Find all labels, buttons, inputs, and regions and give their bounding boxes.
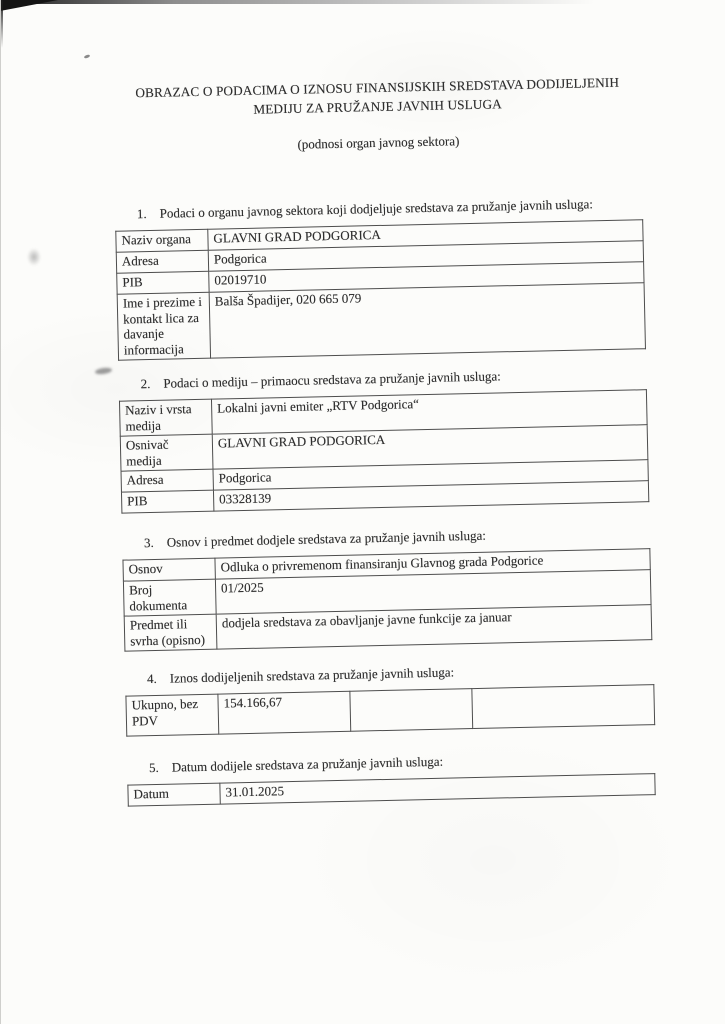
- document-content: [112, 72, 658, 806]
- section-number: 2.: [140, 376, 151, 392]
- row-value: GLAVNI GRAD PODGORICA: [208, 220, 643, 250]
- section-5-table: [127, 773, 655, 807]
- scan-edge-left: [0, 0, 1, 1024]
- row-label: Adresa: [121, 469, 213, 492]
- section-5-heading: [149, 748, 657, 776]
- row-label: PIB: [117, 271, 209, 294]
- title-line-2: MEDIJU ZA PRUŽANJE JAVNIH USLUGA: [253, 96, 503, 117]
- section-2-table: [119, 389, 649, 513]
- section-number: 4.: [146, 670, 157, 687]
- section-4-table: [125, 684, 655, 737]
- table-row: [128, 774, 655, 806]
- scan-speck: [84, 54, 91, 59]
- row-value: 31.01.2025: [220, 774, 655, 804]
- row-label: Adresa: [116, 250, 208, 273]
- row-value: Lokalni javni emiter „RTV Podgorica“: [211, 390, 647, 434]
- row-label: Ime i prezime i kontakt lica za davanje informacija: [117, 292, 210, 360]
- row-value: Podgorica: [213, 460, 648, 490]
- row-value: 154.166,67: [218, 691, 351, 734]
- section-3-table: [122, 548, 652, 651]
- section-title: Datum dodijele sredstava za pružanje javnih usluga:: [171, 753, 444, 775]
- section-3-heading: [144, 523, 652, 551]
- row-value: 03328139: [213, 481, 648, 511]
- scan-smudge: [95, 367, 113, 375]
- section-number: 3.: [143, 534, 154, 551]
- section-title: Podaci o mediju – primaocu sredstava za pružanje javnih usluga:: [163, 368, 501, 391]
- section-title: Osnov i predmet dodjele sredstava za pružanje javnih usluga:: [166, 527, 487, 550]
- row-label: Naziv i vrsta medija: [119, 399, 212, 436]
- table-row: [117, 283, 645, 360]
- section-1-table: [115, 219, 646, 360]
- row-label: PIB: [121, 490, 213, 513]
- scan-edge-left-dark: [0, 0, 3, 48]
- section-4-heading: [147, 659, 655, 687]
- row-label: Osnov: [123, 558, 215, 581]
- row-label: Predmet ili svrha (opisno): [124, 614, 217, 651]
- scan-edge-top: [0, 0, 725, 4]
- row-value: GLAVNI GRAD PODGORICA: [212, 425, 648, 469]
- row-value: 02019710: [209, 262, 644, 292]
- section-1-heading: [137, 194, 645, 222]
- section-number: 1.: [136, 206, 147, 222]
- row-value: dodjela sredstava za obavljanje javne funkcije za januar: [216, 605, 652, 649]
- row-value: 01/2025: [215, 570, 651, 614]
- section-number: 5.: [148, 759, 159, 776]
- scan-smudge: [27, 248, 41, 266]
- scan-corner-top-left: [0, 0, 58, 11]
- section-title: Iznos dodijeljenih sredstava za pružanje javnih usluga:: [169, 664, 455, 686]
- row-value: Balša Špadijer, 020 665 079: [209, 283, 645, 358]
- table-row: [126, 685, 655, 737]
- empty-cell: [350, 689, 473, 732]
- row-label: Osnivač medija: [120, 434, 213, 471]
- row-value: Podgorica: [208, 241, 643, 271]
- section-2-heading: [140, 364, 648, 392]
- document-title: [112, 72, 643, 122]
- section-title: Podaci o organu javnog sektora koji dodjeljuje sredstava za pružanje javnih usluga:: [159, 196, 594, 221]
- document-subtitle: (podnosi organ javnog sektora): [297, 133, 460, 152]
- empty-cell: [472, 685, 655, 729]
- title-line-1: OBRAZAC O PODACIMA O IZNOSU FINANSIJSKIH SREDSTAVA DODIJELJENIH: [135, 74, 620, 101]
- row-label: Naziv organa: [116, 229, 208, 252]
- row-value: Odluka o privremenom finansiranju Glavnog grada Podgorice: [215, 549, 650, 579]
- row-label: Datum: [128, 783, 220, 806]
- row-label: Ukupno, bez PDV: [126, 694, 219, 736]
- row-label: Broj dokumenta: [123, 579, 216, 616]
